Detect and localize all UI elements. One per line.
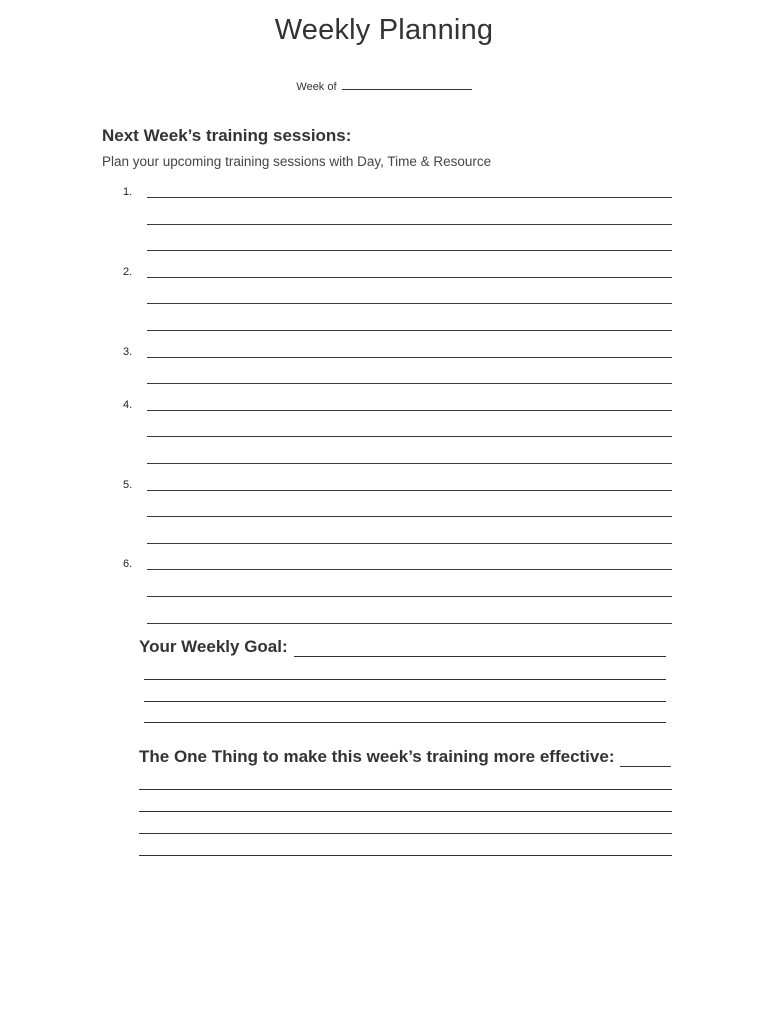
one-thing-label: The One Thing to make this week’s training more effective: — [139, 747, 615, 766]
session-number: 3. — [123, 345, 133, 358]
session-line[interactable] — [147, 250, 672, 251]
weekly-goal-line[interactable] — [144, 701, 666, 702]
sessions-subtitle: Plan your upcoming training sessions with Day, Time & Resource — [102, 154, 492, 169]
session-line[interactable] — [147, 197, 672, 198]
weekly-goal-line[interactable] — [144, 722, 666, 723]
session-line[interactable] — [147, 303, 672, 304]
session-number: 1. — [123, 186, 133, 198]
weekly-goal-line[interactable] — [144, 679, 666, 680]
week-of-blank[interactable] — [342, 79, 472, 90]
one-thing-line[interactable] — [139, 855, 672, 856]
one-thing-line[interactable] — [139, 833, 672, 834]
session-number: 6. — [123, 558, 133, 571]
session-line[interactable] — [147, 543, 672, 544]
session-number: 5. — [123, 478, 133, 491]
weekly-goal-label: Your Weekly Goal: — [139, 637, 288, 656]
session-line[interactable] — [147, 623, 672, 624]
weekly-goal-line[interactable] — [294, 656, 666, 657]
session-line[interactable] — [147, 516, 672, 517]
session-line[interactable] — [147, 463, 672, 464]
session-line[interactable] — [147, 410, 672, 411]
session-line[interactable] — [147, 436, 672, 437]
session-number: 2. — [123, 265, 133, 278]
one-thing-line[interactable] — [139, 811, 672, 812]
session-line[interactable] — [147, 490, 672, 491]
one-thing-line[interactable] — [620, 766, 671, 767]
session-line[interactable] — [147, 330, 672, 331]
page-title: Weekly Planning — [274, 14, 494, 46]
one-thing-line[interactable] — [139, 789, 672, 790]
week-of-label: Week of — [296, 81, 337, 93]
session-line[interactable] — [147, 569, 672, 570]
week-of-field — [0, 79, 768, 93]
session-line[interactable] — [147, 596, 672, 597]
session-line[interactable] — [147, 224, 672, 225]
session-line[interactable] — [147, 383, 672, 384]
session-number: 4. — [123, 398, 133, 411]
session-line[interactable] — [147, 277, 672, 278]
sessions-heading: Next Week’s training sessions: — [102, 126, 352, 145]
session-line[interactable] — [147, 357, 672, 358]
